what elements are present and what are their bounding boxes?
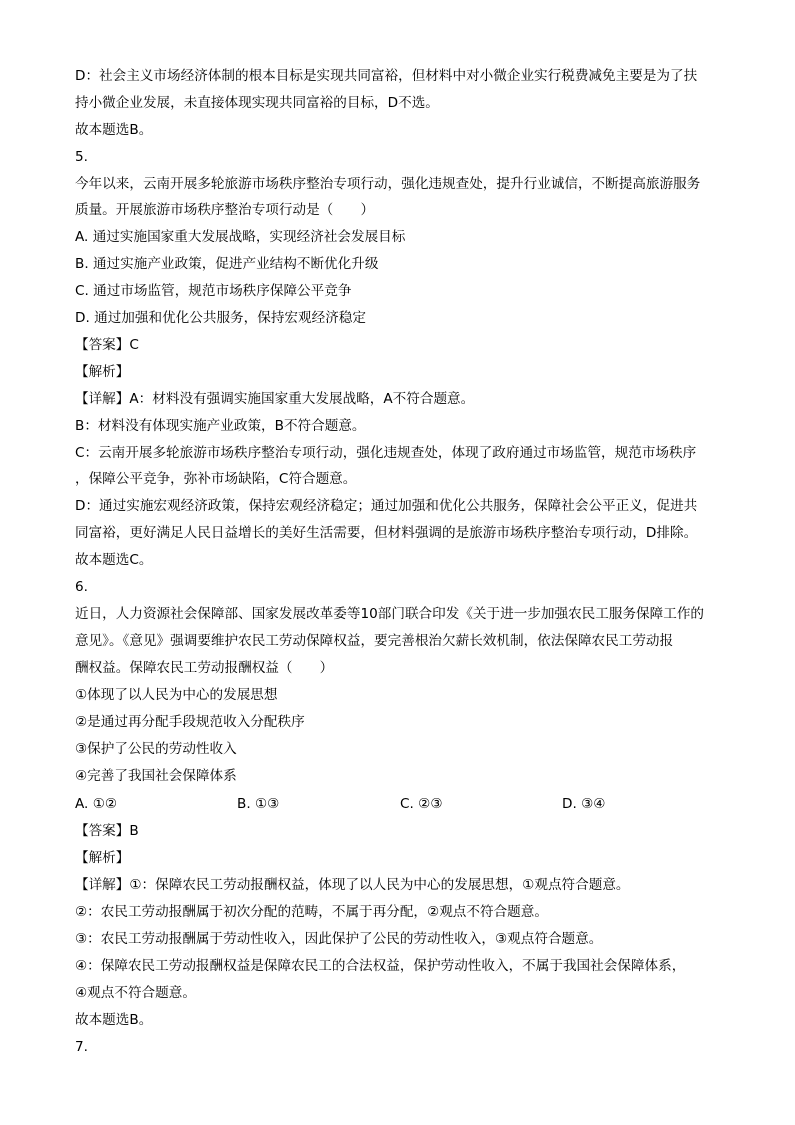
- option-b: B. ①③: [237, 796, 280, 812]
- text-line: 故本题选B。: [75, 122, 153, 138]
- explanation-line: B：材料没有体现实施产业政策，B不符合题意。: [75, 418, 366, 434]
- explanation-line: ③：农民工劳动报酬属于劳动性收入，因此保护了公民的劳动性收入，③观点符合题意。: [75, 931, 603, 947]
- text-line: 持小微企业发展，未直接体现实现共同富裕的目标，D不选。: [75, 95, 439, 111]
- option-a: A. 通过实施国家重大发展战略，实现经济社会发展目标: [75, 229, 406, 245]
- option-c: C. 通过市场监管，规范市场秩序保障公平竞争: [75, 283, 352, 299]
- conclusion-line: 故本题选B。: [75, 1012, 153, 1028]
- conclusion-line: 故本题选C。: [75, 552, 153, 568]
- answer-label: 【答案】C: [75, 337, 139, 353]
- explanation-line: ④观点不符合题意。: [75, 985, 196, 1001]
- explanation-line: ，保障公平竞争，弥补市场缺陷，C符合题意。: [75, 471, 357, 487]
- analysis-label: 【解析】: [75, 364, 130, 380]
- statement-1: ①体现了以人民为中心的发展思想: [75, 687, 278, 703]
- question-number: 5.: [75, 149, 88, 165]
- question-number: 6.: [75, 579, 88, 595]
- question-stem: 今年以来，云南开展多轮旅游市场秩序整治专项行动，强化违规查处，提升行业诚信，不断提高旅游服务: [75, 176, 701, 192]
- explanation-line: 【详解】A：材料没有强调实施国家重大发展战略，A不符合题意。: [75, 391, 475, 407]
- analysis-label: 【解析】: [75, 850, 130, 866]
- question-number: 7.: [75, 1039, 88, 1055]
- option-d: D. 通过加强和优化公共服务，保持宏观经济稳定: [75, 310, 366, 326]
- question-stem: 近日，人力资源社会保障部、国家发展改革委等10部门联合印发《关于进一步加强农民工服务保障工作的: [75, 606, 705, 622]
- explanation-line: C：云南开展多轮旅游市场秩序整治专项行动，强化违规查处，体现了政府通过市场监管，规范市场秩序: [75, 445, 697, 461]
- option-row: [75, 794, 735, 814]
- option-b: B. 通过实施产业政策，促进产业结构不断优化升级: [75, 256, 379, 272]
- explanation-line: ②：农民工劳动报酬属于初次分配的范畴，不属于再分配，②观点不符合题意。: [75, 904, 548, 920]
- text-line: D：社会主义市场经济体制的根本目标是实现共同富裕，但材料中对小微企业实行税费减免主要是为了扶: [75, 68, 698, 84]
- question-stem: 意见》。《意见》强调要维护农民工劳动保障权益，要完善根治欠薪长效机制，依法保障农民工劳动报: [75, 633, 674, 649]
- option-d: D. ③④: [562, 796, 606, 812]
- statement-2: ②是通过再分配手段规范收入分配秩序: [75, 714, 305, 730]
- question-stem: 酬权益。保障农民工劳动报酬权益（ ）: [75, 660, 334, 676]
- explanation-line: 【详解】①：保障农民工劳动报酬权益，体现了以人民为中心的发展思想，①观点符合题意。: [75, 877, 630, 893]
- question-stem: 质量。开展旅游市场秩序整治专项行动是（ ）: [75, 202, 375, 218]
- statement-3: ③保护了公民的劳动性收入: [75, 741, 237, 757]
- explanation-line: 同富裕，更好满足人民日益增长的美好生活需要，但材料强调的是旅游市场秩序整治专项行动，D排除。: [75, 525, 698, 541]
- explanation-line: D：通过实施宏观经济政策，保持宏观经济稳定；通过加强和优化公共服务，保障社会公平正义，促进共: [75, 498, 698, 514]
- option-c: C. ②③: [400, 796, 443, 812]
- option-a: A. ①②: [75, 796, 118, 812]
- answer-label: 【答案】B: [75, 823, 139, 839]
- explanation-line: ④：保障农民工劳动报酬权益是保障农民工的合法权益，保护劳动性收入，不属于我国社会保障体系，: [75, 958, 686, 974]
- statement-4: ④完善了我国社会保障体系: [75, 768, 237, 784]
